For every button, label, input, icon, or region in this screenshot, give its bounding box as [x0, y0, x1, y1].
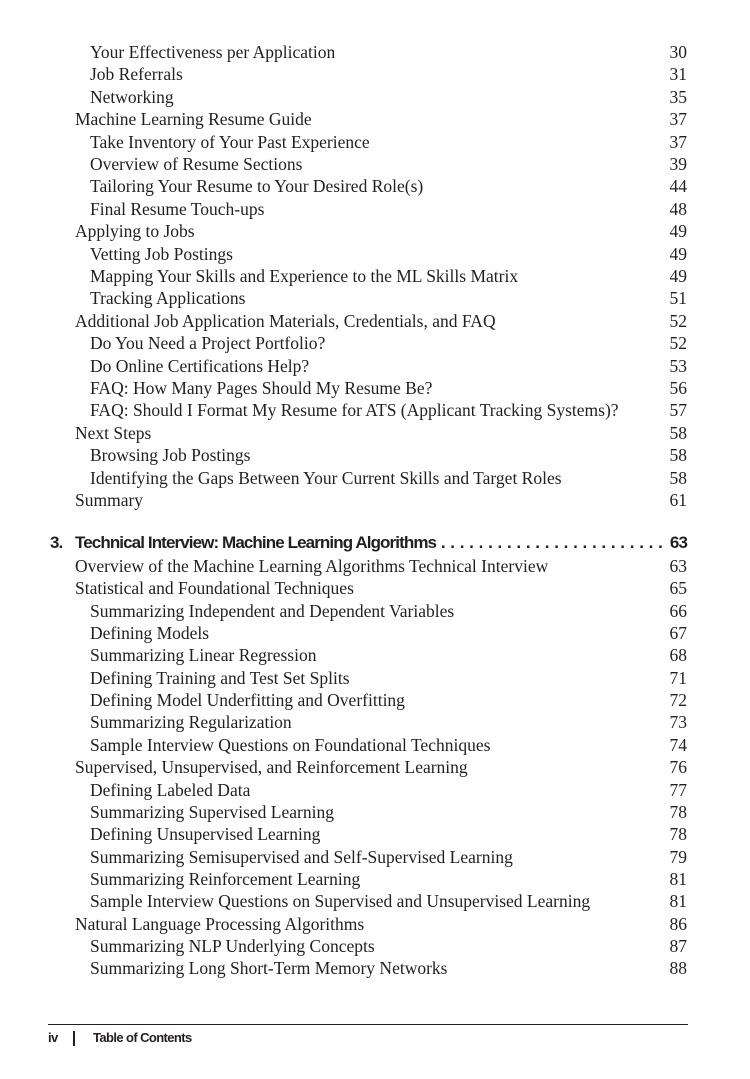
toc-entry-title: Summarizing NLP Underlying Concepts: [90, 935, 375, 956]
toc-entry-title: Summarizing Supervised Learning: [90, 801, 334, 822]
toc-entry-title: Job Referrals: [90, 64, 183, 85]
toc-entry[interactable]: [0, 801, 750, 823]
toc-entry-page: 88: [669, 958, 687, 979]
toc-entry[interactable]: [0, 779, 750, 801]
toc-entry-title: Do You Need a Project Portfolio?: [90, 333, 326, 354]
toc-entry[interactable]: [0, 41, 750, 63]
toc-entry-page: 58: [669, 445, 687, 466]
toc-entry-title: Your Effectiveness per Application: [90, 42, 336, 62]
toc-entry[interactable]: [0, 355, 750, 377]
toc-entry-page: 61: [669, 490, 687, 510]
toc-entry[interactable]: [0, 667, 750, 689]
chapter-number: 3.: [50, 533, 63, 552]
toc-entry-page: 35: [669, 86, 687, 107]
toc-entry-title: Summarizing Semisupervised and Self-Supervised Learning: [90, 846, 513, 867]
toc-entry-page: 52: [669, 333, 687, 354]
toc-entry-title: Vetting Job Postings: [90, 243, 233, 264]
toc-entry-title: FAQ: Should I Format My Resume for ATS (Applicant Tracking Systems)?: [90, 400, 619, 421]
toc-entry[interactable]: [0, 868, 750, 890]
toc-entry-title: Mapping Your Skills and Experience to the ML Skills Matrix: [90, 266, 519, 286]
toc-entry-title: Defining Training and Test Set Splits: [90, 667, 350, 688]
toc-entry-page: 65: [669, 578, 687, 599]
toc-entry-title: Summarizing Linear Regression: [90, 645, 317, 666]
toc-entry[interactable]: [0, 175, 750, 197]
footer-page-number: iv: [48, 1030, 58, 1045]
toc-entry[interactable]: [0, 935, 750, 957]
toc-entry-page: 53: [669, 355, 687, 376]
toc-entry-title: Overview of Resume Sections: [90, 154, 303, 174]
toc-entry-title: Identifying the Gaps Between Your Current Skills and Target Roles: [90, 467, 562, 488]
toc-entry-page: 49: [669, 243, 687, 264]
toc-entry[interactable]: [0, 198, 750, 220]
toc-entry[interactable]: [0, 489, 750, 511]
toc-entry-page: 48: [669, 198, 687, 219]
toc-entry-page: 79: [669, 846, 687, 867]
toc-entry-page: 37: [669, 131, 687, 152]
toc-entry-title: Do Online Certifications Help?: [90, 355, 310, 376]
toc-entry[interactable]: [0, 108, 750, 130]
toc-entry-page: 63: [669, 556, 687, 576]
toc-entry-page: 81: [669, 868, 687, 889]
toc-entry-title: Take Inventory of Your Past Experience: [90, 131, 370, 152]
toc-entry-page: 76: [669, 757, 687, 778]
toc-entry-title: Next Steps: [75, 422, 152, 443]
toc-entry-title: Natural Language Processing Algorithms: [75, 913, 365, 934]
toc-entry-title: FAQ: How Many Pages Should My Resume Be?: [90, 378, 433, 398]
toc-entry-page: 58: [669, 467, 687, 488]
toc-entry[interactable]: [0, 957, 750, 979]
toc-entry-page: 49: [669, 266, 687, 286]
toc-entry-title: Applying to Jobs: [75, 221, 195, 242]
toc-entry[interactable]: [0, 622, 750, 644]
toc-entry[interactable]: [0, 377, 750, 399]
toc-entry-title: Summary: [75, 490, 144, 510]
toc-entry[interactable]: [0, 734, 750, 756]
toc-entry-title: Defining Labeled Data: [90, 779, 251, 800]
toc-entry-page: 49: [669, 221, 687, 242]
toc-entry[interactable]: [0, 846, 750, 868]
toc-entry-page: 81: [669, 891, 687, 912]
toc-entry-title: Summarizing Long Short-Term Memory Networks: [90, 958, 448, 979]
toc-entry-title: Defining Model Underfitting and Overfitting: [90, 690, 405, 711]
toc-entry-title: Statistical and Foundational Techniques: [75, 578, 354, 599]
toc-entry-page: 87: [669, 935, 687, 956]
toc-entry-page: 66: [669, 600, 687, 621]
toc-entry-title: Sample Interview Questions on Foundational Techniques: [90, 734, 491, 755]
toc-entry-page: 39: [669, 154, 687, 174]
toc-entry-page: 58: [669, 422, 687, 443]
toc-entry-title: Sample Interview Questions on Supervised and Unsupervised Learning: [90, 891, 591, 912]
toc-entry-page: 73: [669, 712, 687, 733]
toc-entry-title: Overview of the Machine Learning Algorithms Technical Interview: [75, 556, 549, 576]
toc-entry[interactable]: [0, 913, 750, 935]
toc-entry-page: 78: [669, 801, 687, 822]
toc-entry-page: 71: [669, 667, 687, 688]
toc-entry-title: Tailoring Your Resume to Your Desired Role(s): [90, 176, 424, 197]
toc-entry[interactable]: [0, 689, 750, 711]
toc-entry-page: 31: [669, 64, 687, 85]
toc-entry-page: 72: [669, 690, 687, 711]
toc-entry-title: Summarizing Regularization: [90, 712, 292, 733]
toc-entry-title: Tracking Applications: [90, 288, 246, 309]
toc-entry-page: 57: [669, 400, 687, 421]
toc-entry[interactable]: [0, 131, 750, 153]
toc-entry-page: 74: [669, 734, 687, 755]
toc-entry-page: 37: [669, 109, 687, 130]
chapter-title: Technical Interview: Machine Learning Algorithms . . .: [75, 531, 662, 555]
toc-entry-page: 52: [669, 310, 687, 331]
toc-entry-page: 67: [669, 623, 687, 644]
toc-entry-title: Additional Job Application Materials, Credentials, and FAQ: [75, 310, 496, 331]
toc-entry-title: Supervised, Unsupervised, and Reinforcement Learning: [75, 757, 468, 778]
toc-entry-page: 77: [669, 779, 687, 800]
toc-chapter-3[interactable]: [0, 531, 750, 555]
toc-entry[interactable]: [0, 332, 750, 354]
toc-entry-title: Defining Models: [90, 623, 210, 644]
toc-entry[interactable]: [0, 243, 750, 265]
toc-entry-title: Summarizing Independent and Dependent Variables: [90, 600, 455, 621]
toc-entry[interactable]: [0, 756, 750, 778]
toc-entry-title: Defining Unsupervised Learning: [90, 824, 321, 845]
toc-entry-title: Machine Learning Resume Guide: [75, 109, 312, 130]
toc-entry-page: 51: [669, 288, 687, 309]
toc-entry[interactable]: [0, 711, 750, 733]
toc-entry-title: Browsing Job Postings: [90, 445, 251, 466]
toc-entry[interactable]: [0, 399, 750, 421]
toc-entry[interactable]: [0, 265, 750, 287]
toc-entry-page: 78: [669, 824, 687, 845]
toc-entry[interactable]: [0, 310, 750, 332]
chapter-page: 63: [669, 533, 687, 552]
toc-entry[interactable]: [0, 287, 750, 309]
toc-entry[interactable]: [0, 422, 750, 444]
toc-entry[interactable]: [0, 823, 750, 845]
toc-entry[interactable]: [0, 890, 750, 912]
toc-entry[interactable]: [0, 467, 750, 489]
footer-separator: [73, 1031, 75, 1046]
toc-entry[interactable]: [0, 220, 750, 242]
toc-entry[interactable]: [0, 600, 750, 622]
toc-entry[interactable]: [0, 555, 750, 577]
toc-entry[interactable]: [0, 63, 750, 85]
toc-entry[interactable]: [0, 86, 750, 108]
toc-entry-page: 30: [669, 42, 687, 62]
toc-entry-page: 44: [669, 176, 687, 197]
toc-entry[interactable]: [0, 644, 750, 666]
footer-rule: [48, 1024, 688, 1025]
toc-entry[interactable]: [0, 577, 750, 599]
toc-entry-page: 86: [669, 913, 687, 934]
toc-entry-title: Summarizing Reinforcement Learning: [90, 868, 361, 889]
toc-entry[interactable]: [0, 153, 750, 175]
toc-entry-page: 56: [669, 378, 687, 398]
toc-entry-page: 68: [669, 645, 687, 666]
toc-entry-title: Final Resume Touch-ups: [90, 198, 265, 219]
toc-entry[interactable]: [0, 444, 750, 466]
toc-entry-title: Networking: [90, 86, 174, 107]
footer-section-title: Table of Contents: [93, 1030, 192, 1045]
